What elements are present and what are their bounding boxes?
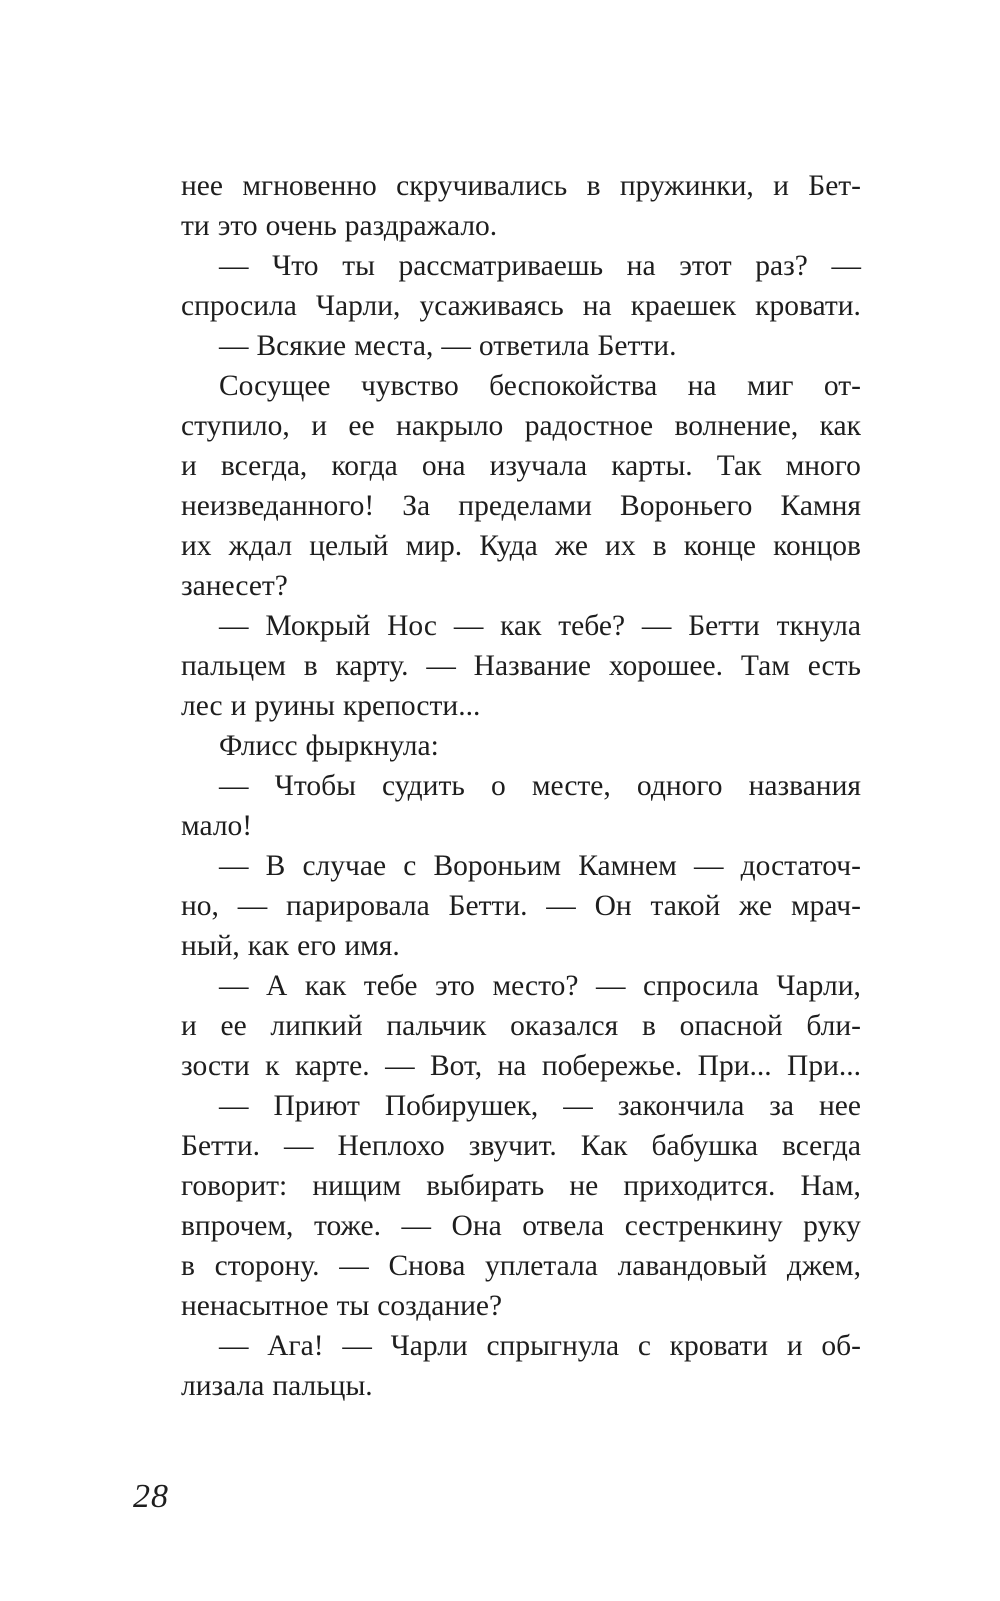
text-word: отвела (522, 1210, 605, 1242)
text-line (181, 326, 861, 366)
text-line (181, 566, 861, 606)
text-word: звучит. (468, 1130, 557, 1162)
text-word: очень (265, 210, 337, 242)
text-word: лес (181, 690, 223, 722)
text-word: волнение, (674, 410, 799, 442)
text-word: усаживаясь (419, 290, 564, 322)
text-word: неизведанного! (181, 490, 375, 522)
text-word: ти (181, 210, 210, 242)
text-line (181, 286, 861, 326)
text-word: случае (302, 850, 387, 882)
text-word: концов (773, 530, 861, 562)
text-word: конце (683, 530, 756, 562)
text-word: — (546, 890, 576, 922)
text-word: есть (807, 650, 861, 682)
text-word: Бетти. (181, 1130, 260, 1162)
text-word: ткнула (776, 610, 861, 642)
text-word: ты (336, 1290, 370, 1322)
text-word: При... (787, 1050, 861, 1082)
text-word: пальчик (386, 1010, 487, 1042)
text-word: Приют (273, 1090, 360, 1122)
text-word: же (554, 530, 588, 562)
text-word: — (831, 250, 861, 282)
text-word: как (247, 930, 290, 962)
text-word: пружинки, (619, 170, 754, 202)
page-number: 28 (133, 1478, 169, 1515)
text-line (181, 1086, 861, 1126)
text-word: ответила (478, 330, 590, 362)
text-word: — (595, 970, 626, 1002)
text-word: Там (740, 650, 790, 682)
text-word: Снова (388, 1250, 466, 1282)
text-word: Всякие (256, 330, 347, 362)
text-word: При... (697, 1050, 772, 1082)
text-word: в (586, 170, 601, 202)
text-word: Чарли, (315, 290, 401, 322)
text-word: карте. (294, 1050, 370, 1082)
text-line (181, 166, 861, 206)
text-word: закончила (617, 1090, 745, 1122)
text-word: джем, (786, 1250, 861, 1282)
text-word: когда (331, 450, 398, 482)
text-line (181, 1366, 861, 1406)
text-word: названия (748, 770, 861, 802)
text-word: создание? (377, 1290, 503, 1322)
text-word: ный, (181, 930, 240, 962)
text-word: парировала (286, 890, 430, 922)
text-word: всегда (781, 1130, 861, 1162)
text-line (181, 846, 861, 886)
text-line (181, 726, 861, 766)
text-word: место? (492, 970, 579, 1002)
text-word: крепости... (342, 690, 481, 722)
text-line (181, 1246, 861, 1286)
text-word: спросила (181, 290, 297, 322)
text-word: Название (473, 650, 591, 682)
body-text (181, 166, 861, 1406)
text-word: на (497, 1050, 527, 1082)
text-word: спрыгнула (486, 1330, 620, 1362)
text-word: мало! (181, 810, 253, 842)
text-word: много (785, 450, 861, 482)
text-word: за (769, 1090, 795, 1122)
text-word: в (303, 650, 318, 682)
text-word: занесет? (181, 570, 288, 602)
text-word: ждал (228, 530, 293, 562)
text-word: Ага! (267, 1330, 324, 1362)
text-word: раздражало. (344, 210, 498, 242)
text-word: пальцы. (272, 1370, 373, 1402)
text-word: Неплохо (337, 1130, 445, 1162)
text-word: их (605, 530, 636, 562)
text-word: Флисс (219, 730, 298, 762)
text-word: — (401, 1210, 431, 1242)
text-word: радостное (524, 410, 654, 442)
text-word: ненасытное (181, 1290, 329, 1322)
text-word: Мокрый (265, 610, 371, 642)
text-word: пределами (458, 490, 592, 522)
text-line (181, 806, 861, 846)
text-word: спросила (643, 970, 759, 1002)
text-word: Чарли (390, 1330, 468, 1362)
text-word: приходится. (623, 1170, 776, 1202)
text-word: и (786, 1330, 803, 1362)
text-line (181, 1166, 861, 1206)
text-line (181, 1286, 861, 1326)
text-word: Как (580, 1130, 628, 1162)
text-word: это (435, 970, 475, 1002)
text-word: Вороньего (620, 490, 753, 522)
text-line (181, 1206, 861, 1246)
text-word: ее (348, 410, 375, 442)
text-line (181, 446, 861, 486)
text-line (181, 646, 861, 686)
text-line (181, 406, 861, 446)
text-word: — (342, 1330, 372, 1362)
text-word: — (563, 1090, 593, 1122)
text-word: его (297, 930, 337, 962)
text-word: раз? (755, 250, 808, 282)
text-word: Побирушек, (384, 1090, 539, 1122)
text-word: одного (636, 770, 723, 802)
text-word: Бет- (808, 170, 861, 202)
text-word: За (402, 490, 431, 522)
text-word: В (265, 850, 286, 882)
text-word: об- (821, 1330, 861, 1362)
text-word: фыркнула: (305, 730, 439, 762)
text-word: к (265, 1050, 280, 1082)
text-word: сестренкину (624, 1210, 783, 1242)
text-word: такой (650, 890, 721, 922)
text-word: — (219, 610, 249, 642)
text-word: беспокойства (489, 370, 658, 402)
text-word: тоже. (313, 1210, 381, 1242)
text-line (181, 766, 861, 806)
text-word: не (569, 1170, 599, 1202)
text-word: на (687, 370, 717, 402)
text-word: мгновенно (242, 170, 377, 202)
text-word: кровати. (755, 290, 861, 322)
text-word: краешек (630, 290, 737, 322)
text-word: Вороньим (433, 850, 562, 882)
text-word: Бетти (688, 610, 760, 642)
text-word: Вот, (429, 1050, 483, 1082)
text-word: как (819, 410, 861, 442)
text-word: Камня (780, 490, 861, 522)
text-word: руины (254, 690, 335, 722)
text-word: на (626, 250, 656, 282)
text-word: целый (309, 530, 389, 562)
text-word: сторону. (214, 1250, 320, 1282)
text-word: — (219, 1090, 249, 1122)
text-line (181, 206, 861, 246)
text-word: оказался (510, 1010, 619, 1042)
text-word: — (219, 330, 249, 362)
text-line (181, 606, 861, 646)
text-word: — (237, 890, 268, 922)
text-word: же (739, 890, 773, 922)
text-word: пальцем (181, 650, 286, 682)
text-word: руку (803, 1210, 861, 1242)
text-word: уплетала (485, 1250, 598, 1282)
text-word: ступило, (181, 410, 290, 442)
text-word: тебе? (558, 610, 626, 642)
text-line (181, 1126, 861, 1166)
text-word: и (311, 410, 327, 442)
text-word: изучала (489, 450, 588, 482)
text-word: карту. (335, 650, 409, 682)
text-line (181, 366, 861, 406)
text-line (181, 966, 861, 1006)
text-line (181, 1006, 861, 1046)
text-word: А (266, 970, 288, 1002)
text-word: кровати (669, 1330, 769, 1362)
text-word: но, (181, 890, 219, 922)
text-word: липкий (270, 1010, 363, 1042)
text-word: Бетти. (597, 330, 677, 362)
text-line (181, 686, 861, 726)
text-word: Нам, (800, 1170, 861, 1202)
text-word: достаточ- (740, 850, 861, 882)
text-word: побережье. (541, 1050, 683, 1082)
text-word: нее (819, 1090, 861, 1122)
text-word: — (693, 850, 724, 882)
text-word: говорит: (181, 1170, 288, 1202)
text-word: — (339, 1250, 369, 1282)
text-word: — (385, 1050, 415, 1082)
text-word: Камнем (578, 850, 677, 882)
text-word: ты (342, 250, 375, 282)
text-word: — (219, 970, 249, 1002)
text-word: тебе (363, 970, 418, 1002)
text-word: хорошее. (608, 650, 723, 682)
text-word: в (641, 1010, 656, 1042)
text-word: о (490, 770, 506, 802)
text-line (181, 1326, 861, 1366)
text-word: рассматриваешь (398, 250, 604, 282)
text-word: их (181, 530, 212, 562)
text-word: Так (716, 450, 762, 482)
text-word: этот (679, 250, 732, 282)
text-word: скручивались (396, 170, 568, 202)
text-word: — (219, 850, 249, 882)
text-line (181, 1046, 861, 1086)
text-word: в (181, 1250, 195, 1282)
text-word: Что (272, 250, 319, 282)
text-word: месте, (531, 770, 611, 802)
text-word: бабушка (651, 1130, 758, 1162)
text-word: зости (181, 1050, 250, 1082)
text-word: и (773, 170, 789, 202)
text-word: нищим (312, 1170, 402, 1202)
text-word: — (441, 330, 471, 362)
text-line (181, 486, 861, 526)
text-word: имя. (344, 930, 400, 962)
text-word: Чтобы (274, 770, 356, 802)
text-word: впрочем, (181, 1210, 294, 1242)
text-line (181, 926, 861, 966)
text-word: в (652, 530, 667, 562)
text-word: Он (594, 890, 632, 922)
text-word: как (304, 970, 347, 1002)
text-word: Нос (387, 610, 437, 642)
text-word: ее (220, 1010, 247, 1042)
text-word: чувство (360, 370, 459, 402)
text-word: она (421, 450, 466, 482)
text-word: мрач- (790, 890, 861, 922)
text-word: — (219, 250, 249, 282)
text-word: — (219, 770, 249, 802)
text-word: Она (451, 1210, 502, 1242)
text-word: от- (823, 370, 861, 402)
text-word: Бетти. (448, 890, 528, 922)
text-word: на (582, 290, 612, 322)
text-word: с (637, 1330, 651, 1362)
text-word: миг (746, 370, 794, 402)
text-word: нее (181, 170, 223, 202)
text-word: — (219, 1330, 249, 1362)
text-word: накрыло (396, 410, 504, 442)
text-word: — (283, 1130, 314, 1162)
text-word: всегда, (220, 450, 308, 482)
text-word: бли- (806, 1010, 861, 1042)
text-line (181, 526, 861, 566)
text-word: лизала (181, 1370, 265, 1402)
text-word: выбирать (426, 1170, 545, 1202)
text-word: карты. (611, 450, 693, 482)
text-word: — (641, 610, 672, 642)
text-word: — (426, 650, 456, 682)
text-word: места, (354, 330, 434, 362)
text-word: Сосущее (219, 370, 331, 402)
text-word: судить (382, 770, 465, 802)
text-word: — (453, 610, 484, 642)
text-word: это (217, 210, 258, 242)
text-word: Куда (479, 530, 538, 562)
text-word: лавандовый (617, 1250, 768, 1282)
text-word: и (181, 1010, 197, 1042)
text-line (181, 886, 861, 926)
text-word: мир. (405, 530, 463, 562)
text-word: с (403, 850, 417, 882)
text-word: и (181, 450, 197, 482)
text-line (181, 246, 861, 286)
text-word: Чарли, (776, 970, 861, 1002)
text-word: и (230, 690, 247, 722)
text-word: опасной (679, 1010, 783, 1042)
text-word: как (500, 610, 542, 642)
